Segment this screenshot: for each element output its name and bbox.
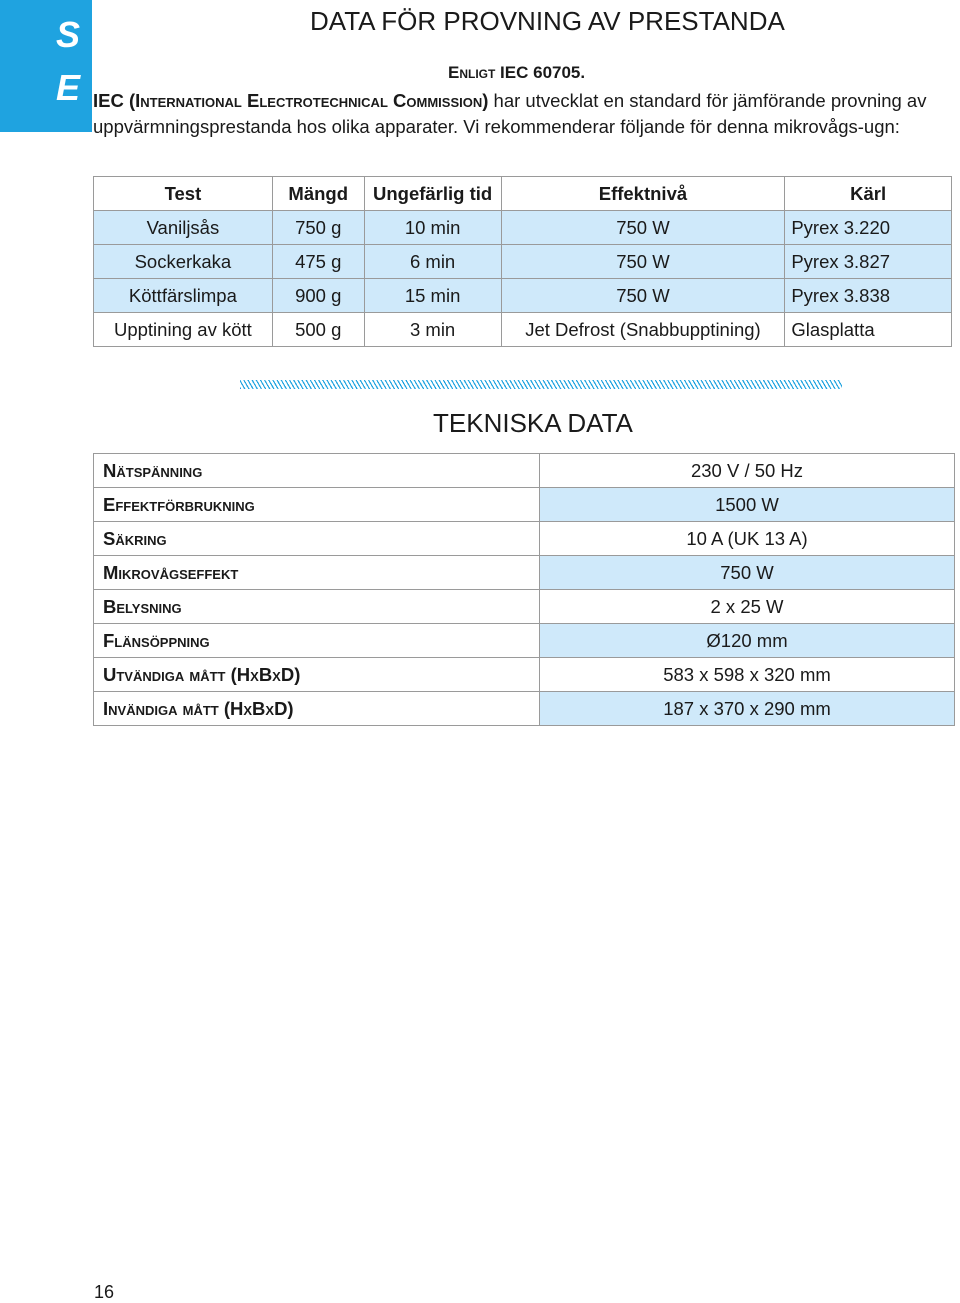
table-header-row: [94, 177, 952, 211]
cell-amount: 750 g: [272, 211, 364, 245]
cell-vessel: Glasplatta: [785, 313, 952, 347]
intro-paragraph: [93, 88, 955, 140]
tech-row: [94, 692, 955, 726]
tech-value: Ø120 mm: [540, 624, 955, 658]
page-number: 16: [94, 1282, 115, 1302]
tech-row: [94, 522, 955, 556]
tech-label: Nätspänning: [94, 454, 540, 488]
cell-test: Köttfärslimpa: [94, 279, 273, 313]
tech-value: 187 x 370 x 290 mm: [540, 692, 955, 726]
technical-data-table: [93, 453, 955, 726]
table-row: [94, 313, 952, 347]
cell-power: 750 W: [501, 245, 785, 279]
cell-test: Sockerkaka: [94, 245, 273, 279]
cell-test: Upptining av kött: [94, 313, 273, 347]
tech-value: 583 x 598 x 320 mm: [540, 658, 955, 692]
cell-time: 15 min: [364, 279, 501, 313]
tech-row: [94, 624, 955, 658]
cell-power: Jet Defrost (Snabbupptining): [501, 313, 785, 347]
technical-data-title: TEKNISKA DATA: [433, 408, 633, 438]
tech-row: [94, 590, 955, 624]
header-vessel: Kärl: [785, 177, 952, 211]
header-test: Test: [94, 177, 273, 211]
header-amount: Mängd: [272, 177, 364, 211]
tech-value: 1500 W: [540, 488, 955, 522]
tech-label: Säkring: [94, 522, 540, 556]
performance-test-table: [93, 176, 952, 347]
intro-organization: IEC (International Electrotechnical Commission): [93, 90, 489, 111]
cell-amount: 500 g: [272, 313, 364, 347]
header-time: Ungefärlig tid: [364, 177, 501, 211]
cell-time: 10 min: [364, 211, 501, 245]
tech-label: Utvändiga mått (HxBxD): [94, 658, 540, 692]
tech-value: 10 A (UK 13 A): [540, 522, 955, 556]
table-row: [94, 211, 952, 245]
table-row: [94, 245, 952, 279]
language-letter-e: E: [56, 67, 81, 108]
tech-row: [94, 658, 955, 692]
cell-power: 750 W: [501, 279, 785, 313]
cell-vessel: Pyrex 3.838: [785, 279, 952, 313]
cell-vessel: Pyrex 3.827: [785, 245, 952, 279]
cell-amount: 475 g: [272, 245, 364, 279]
cell-vessel: Pyrex 3.220: [785, 211, 952, 245]
tech-row: [94, 556, 955, 590]
tech-label: Effektförbrukning: [94, 488, 540, 522]
tech-value: 230 V / 50 Hz: [540, 454, 955, 488]
cell-power: 750 W: [501, 211, 785, 245]
cell-amount: 900 g: [272, 279, 364, 313]
table-row: [94, 279, 952, 313]
hatched-divider: [240, 380, 842, 389]
tech-row: [94, 454, 955, 488]
page-title: DATA FÖR PROVNING AV PRESTANDA: [310, 6, 785, 36]
cell-time: 3 min: [364, 313, 501, 347]
header-power: Effektnivå: [501, 177, 785, 211]
language-letter-s: S: [56, 14, 81, 55]
cell-test: Vaniljsås: [94, 211, 273, 245]
intro-text: har utvecklat en standard för jämförande provning av uppvärmningsprestanda hos olika apparater. Vi rekommenderar följande för denna mikrovågs-ugn:: [93, 90, 927, 137]
tech-row: [94, 488, 955, 522]
standard-reference: Enligt IEC 60705.: [448, 63, 586, 82]
tech-label: Invändiga mått (HxBxD): [94, 692, 540, 726]
cell-time: 6 min: [364, 245, 501, 279]
tech-label: Flänsöppning: [94, 624, 540, 658]
tech-label: Mikrovågseffekt: [94, 556, 540, 590]
language-tab: [0, 0, 92, 132]
tech-value: 750 W: [540, 556, 955, 590]
tech-value: 2 x 25 W: [540, 590, 955, 624]
tech-label: Belysning: [94, 590, 540, 624]
